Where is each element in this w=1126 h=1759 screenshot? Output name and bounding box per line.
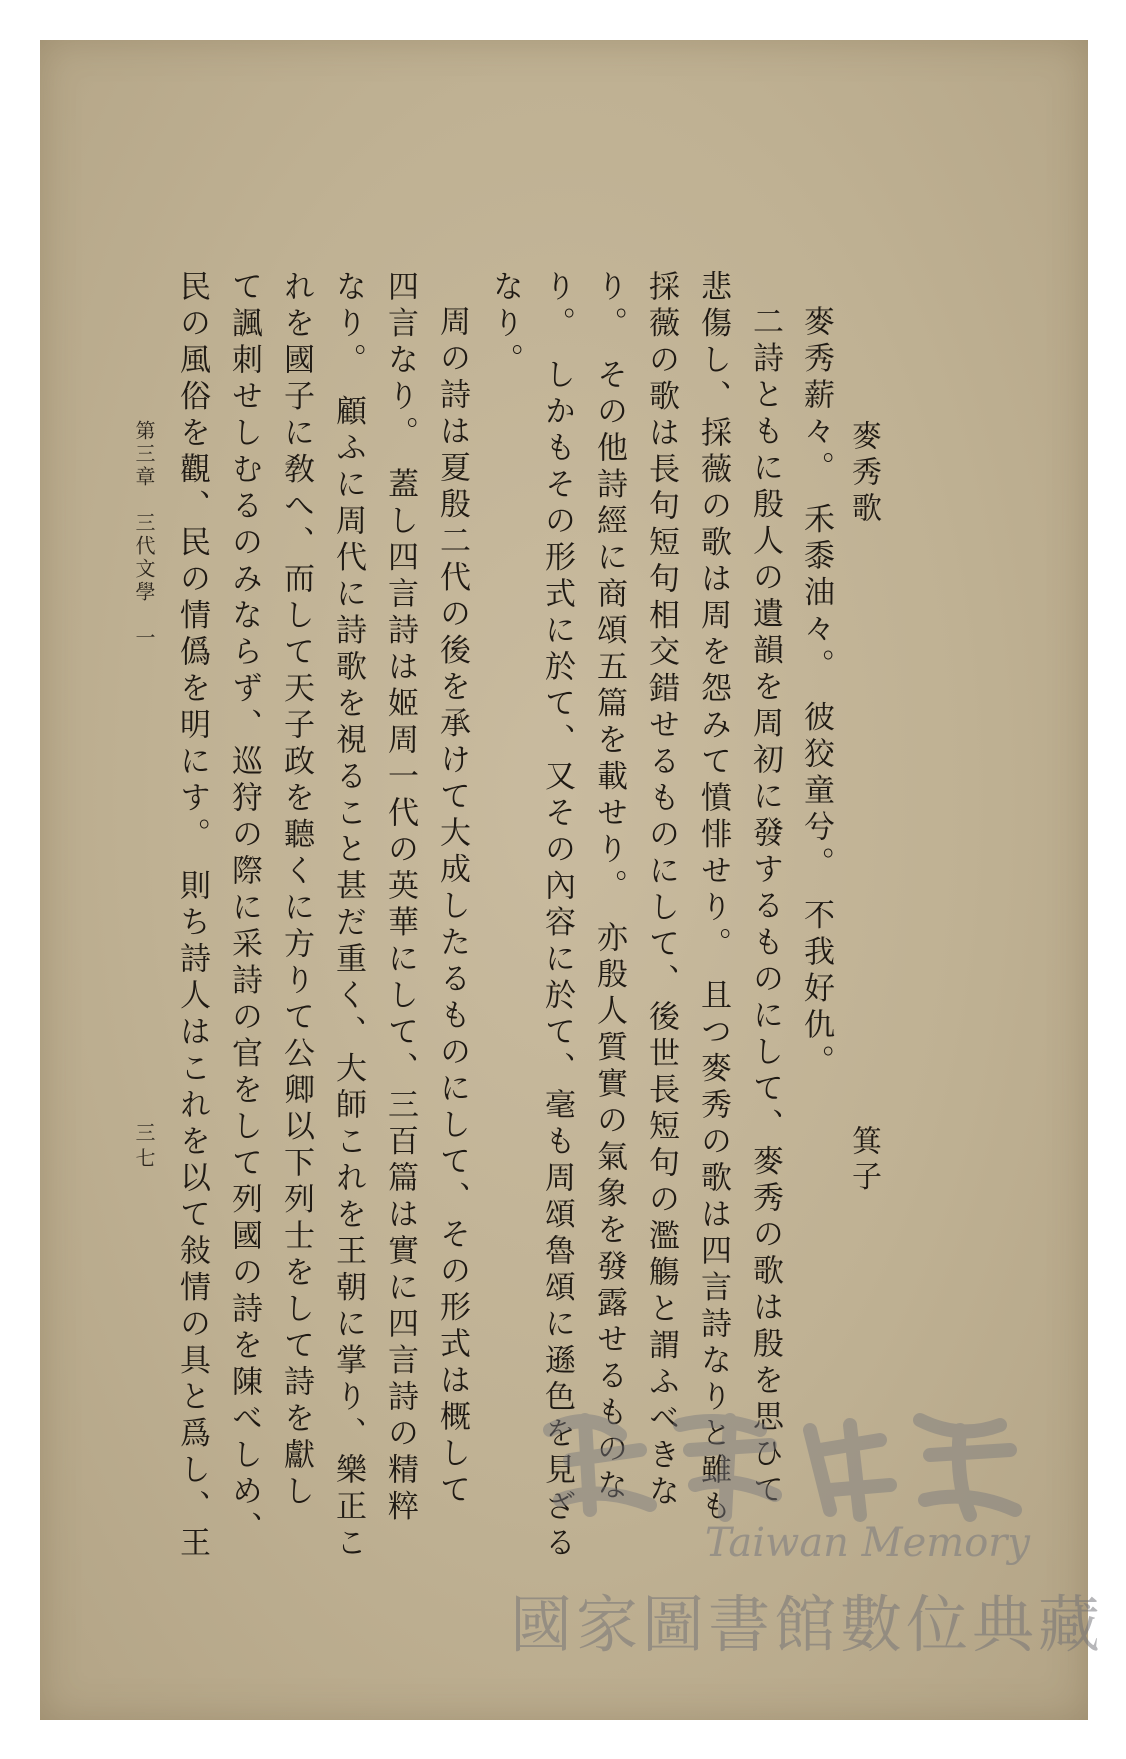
body-column-12: 民の風俗を觀、民の情僞を明にす。 則ち詩人はこれを以て敍情の具と爲し、王 (174, 270, 210, 1563)
poem-title: 麥秀歌 (846, 420, 881, 528)
body-column-7: 周の詩は夏殷二代の後を承けて大成したるものにして、その形式は概して (434, 305, 470, 1510)
body-column-8: 四言なり。 蓋し四言詩は姬周一代の英華にして、三百篇は實に四言詩の精粹 (382, 270, 418, 1527)
watermark-calligraphy-logo (530, 1390, 1030, 1530)
watermark-chinese: 國家圖書館數位典藏 (510, 1588, 1105, 1661)
body-column-4: り。 その他詩經に商頌五篇を載せり。 亦殷人質實の氣象を發露せるものな (591, 270, 627, 1506)
page-number: 三七 (132, 1122, 156, 1173)
body-column-6: なり。 (487, 270, 523, 380)
chapter-footer: 第三章 三代文學 一 (132, 420, 156, 650)
body-column-5: り。 しかもその形式に於て、又その內容に於て、毫も周頌魯頌に遜色を見ざる (539, 270, 575, 1563)
poem-text: 麥秀薪々。 禾黍油々。 彼狡童兮。 不我好仇。 (798, 305, 834, 1082)
body-column-1: 二詩ともに殷人の遺韻を周初に發するものにして、麥秀の歌は殷を思ひて (747, 305, 783, 1510)
body-column-3: 採薇の歌は長句短句相交錯せるものにして、後世長短句の濫觴と謂ふべきな (643, 270, 679, 1511)
book-page (40, 40, 1105, 1720)
body-column-9: なり。 顧ふに周代に詩歌を視ること甚だ重く、大師これを王朝に掌り、樂正こ (330, 270, 366, 1563)
body-column-11: て諷刺せしむるのみならず、巡狩の際に采詩の官をして列國の詩を陳べしめ、 (226, 270, 262, 1548)
body-column-10: れを國子に敎へ、而して天子政を聽くに方りて公卿以下列士をして詩を獻し (278, 270, 314, 1511)
watermark (470, 1390, 1105, 1661)
body-column-2: 悲傷し、採薇の歌は周を怨みて憤悱せり。 且つ麥秀の歌は四言詩なりと雖も (695, 270, 731, 1527)
watermark-english: Taiwan Memory (704, 1520, 1030, 1566)
poem-author: 箕子 (846, 1125, 881, 1196)
